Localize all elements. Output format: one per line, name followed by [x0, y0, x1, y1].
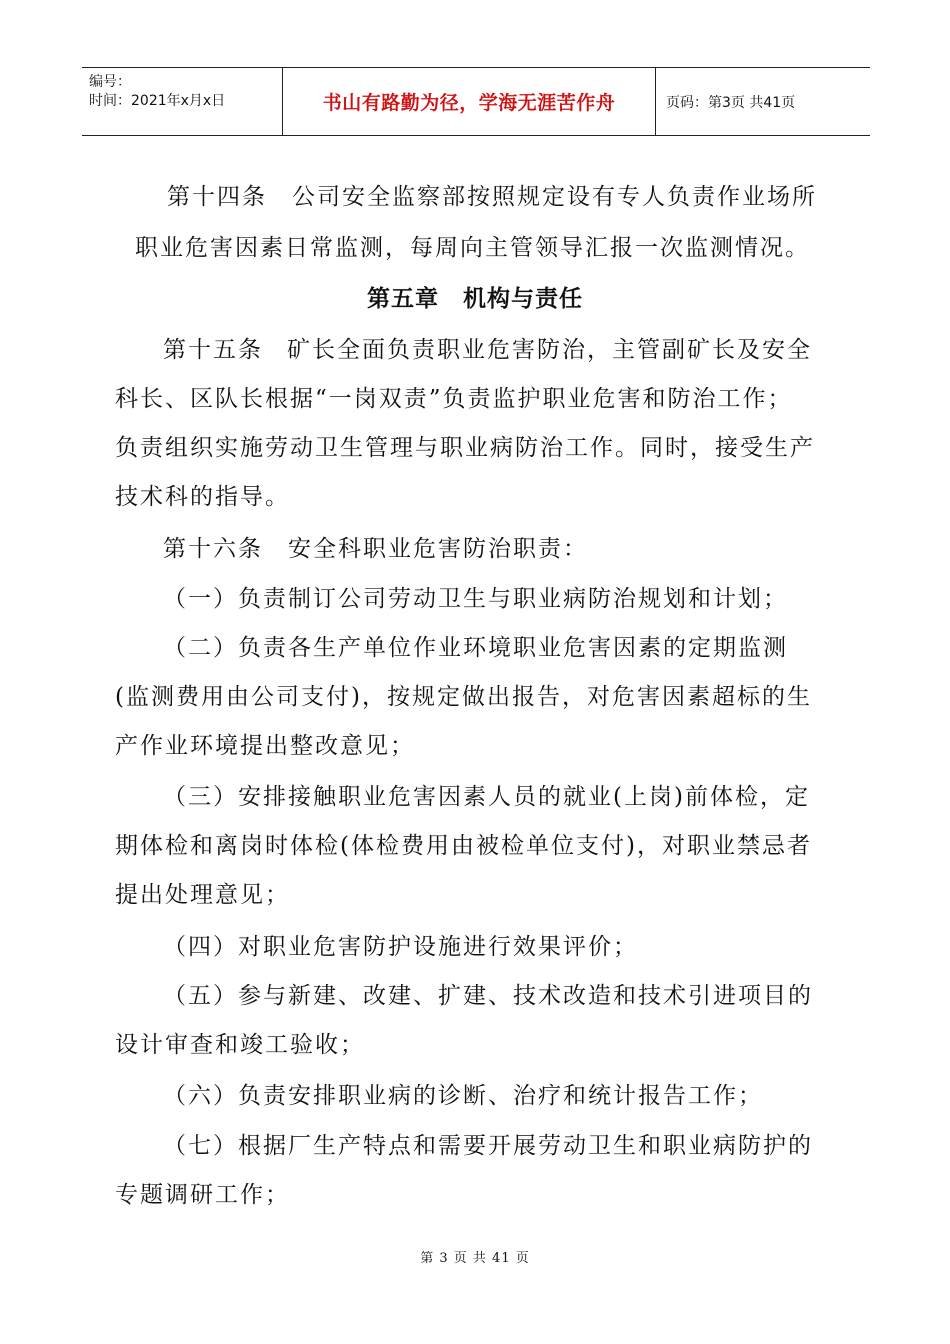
- duty-3-line-3: 提出处理意见；: [115, 882, 290, 908]
- page-header: [82, 67, 870, 136]
- document-number-label: 编号：: [89, 74, 131, 90]
- article-15-line-4: 技术科的指导。: [115, 484, 290, 510]
- duty-5-line-2: 设计审查和竣工验收；: [115, 1032, 365, 1058]
- duty-2-line-3: 产作业环境提出整改意见；: [115, 733, 415, 759]
- header-page-info: 页码：第3页 共41页: [666, 94, 796, 111]
- article-14-line-2: 职业危害因素日常监测，每周向主管领导汇报一次监测情况。: [135, 235, 810, 261]
- article-15-line-1: [163, 331, 812, 364]
- duty-1: （一）负责制订公司劳动卫生与职业病防治规划和计划；: [163, 586, 788, 612]
- duty-2-line-1: （二）负责各生产单位作业环境职业危害因素的定期监测: [163, 635, 788, 661]
- article-14-line-1: 第十四条 公司安全监察部按照规定设有专人负责作业场所: [167, 184, 817, 210]
- duty-2-line-2: (监测费用由公司支付)，按规定做出报告，对危害因素超标的生: [115, 684, 812, 710]
- duty-5-line-1: （五）参与新建、改建、扩建、技术改造和技术引进项目的: [163, 983, 813, 1009]
- chapter-title: 第五章 机构与责任: [367, 286, 583, 312]
- article-16-heading: 第十六条 安全科职业危害防治职责：: [163, 536, 588, 562]
- article-15-label: 第十五条: [163, 337, 263, 363]
- duty-4: （四）对职业危害防护设施进行效果评价；: [163, 934, 638, 960]
- duty-6: （六）负责安排职业病的诊断、治疗和统计报告工作；: [163, 1083, 763, 1109]
- duty-7-line-1: （七）根据厂生产特点和需要开展劳动卫生和职业病防护的: [163, 1133, 813, 1159]
- page-footer: 第 3 页 共 41 页: [420, 1251, 530, 1266]
- duty-3-line-2: 期体检和离岗时体检(体检费用由被检单位支付)，对职业禁忌者: [115, 833, 812, 859]
- document-date: 时间：2021年x月x日: [89, 93, 226, 109]
- duty-7-line-2: 专题调研工作；: [115, 1182, 290, 1208]
- article-15-text: 矿长全面负责职业危害防治，主管副矿长及安全: [287, 337, 812, 363]
- article-15-line-2: 科长、区队长根据“一岗双责”负责监护职业危害和防治工作；: [115, 386, 793, 412]
- article-15-line-3: 负责组织实施劳动卫生管理与职业病防治工作。同时，接受生产: [115, 435, 815, 461]
- duty-3-line-1: （三）安排接触职业危害因素人员的就业(上岗)前体检，定: [163, 784, 810, 810]
- header-meta: [82, 68, 283, 135]
- header-motto: 书山有路勤为径，学海无涯苦作舟: [283, 68, 656, 135]
